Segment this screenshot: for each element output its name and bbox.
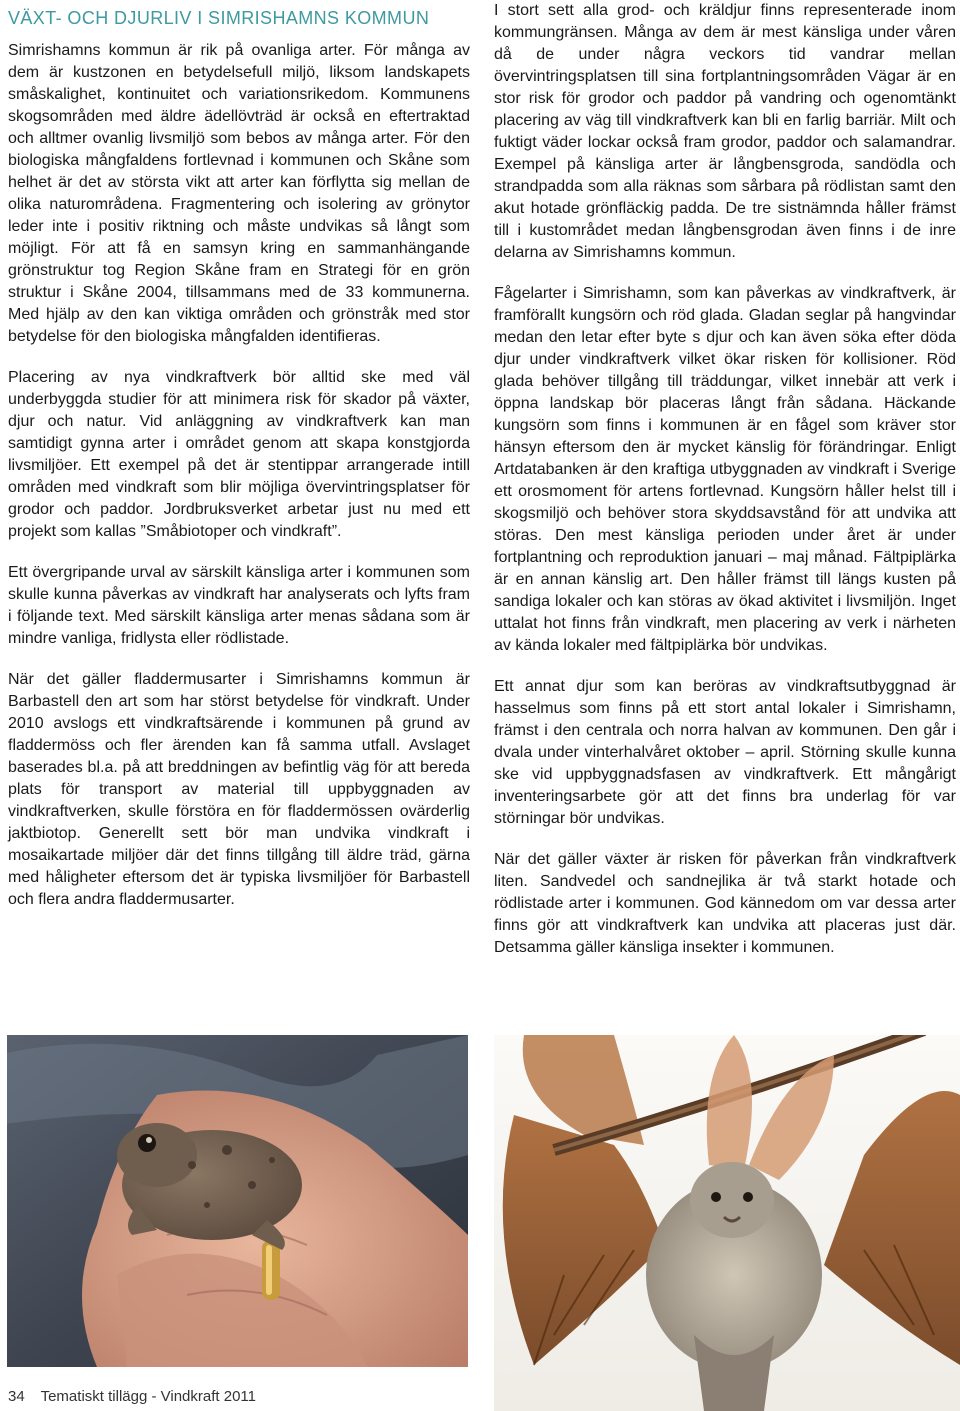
paragraph: Simrishamns kommun är rik på ovanliga arter. För många av dem är kustzonen en betydelsefull miljö, liksom landskapets småskalighet, kontinuitet och variationsrikedom. Kommunens skogsområden med äldre ädellövträd är också en eftertraktad och alltmer ovanlig livsmiljö som bebos av många arter. För den biologiska mångfaldens fortlevnad i kommunen och Skåne som helhet är det av största vikt att arter kan förflytta sig mellan de olika naturområdena. Fragmentering och isolering av grönytor leder inte i positiv riktning och måste undvikas så långt som möjligt. För att få en samsyn kring en sammanhängande grönstruktur tog Region Skåne fram en Strategi för en grön struktur i Skåne 2004, tillsammans med de 33 kommunerna. Med hjälp av den kan viktiga områden och grönstråk med stor betydelse för den biologiska mångfalden identifieras. [8,42,470,345]
paragraph: Placering av nya vindkraftverk bör alltid ske med väl underbyggda studier för att minimera risk för skador på växter, djur och natur. Vid anläggning av vindkraftverk kan man samtidigt gynna arter i området genom att skapa konstgjorda livsmiljöer. Ett exempel på det är stentippar arrangerade intill områden med vindkraft som blir möjliga övervintringsplatser för grodor och paddor. Jordbruksverket arbetar just nu med ett projekt som kallas ”Småbiotoper och vindkraft”. [8,369,470,540]
bat-photo [494,1035,960,1411]
page-number: 34 [8,1388,25,1405]
right-column [494,0,956,978]
page-heading: VÄXT- OCH DJURLIV I SIMRISHAMNS KOMMUN [8,8,430,28]
paragraph: När det gäller fladdermusarter i Simrishamns kommun är Barbastell den art som har störst betydelse för vindkraft. Under 2010 avslogs ett vindkraftsärende i kommunen på grund av fladdermöss och fler ärenden kan få samma utfall. Avslaget baserades bl.a. på att breddningen av befintlig väg för att bereda plats för transport av material till uppbyggnaden av vindkraftverken, skulle förstöra en för fladdermössen ovärderlig jaktbiotop. Generellt sett bör man undvika vindkraft i mosaikartade miljöer där det finns tillgång till äldre träd, gärna med håligheter eftersom det är typiska livsmiljöer för Barbastell och flera andra fladdermusarter. [8,671,470,908]
paragraph: I stort sett alla grod- och kräldjur finns representerade inom kommungränsen. Många av dem är mest känsliga under våren då de under några veckors tid vandrar mellan övervintringsplatsen till sina fortplantningsområden Vägar är en stor risk för grodor och paddor på vandring och ogenomtänkt placering av väg till vindkraftverk kan bli en farlig barriär. Milt och fuktigt väder lockar också fram grodor, paddor och salamandrar. Exempel på känsliga arter är långbensgroda, sandödla och strandpadda som alla räknas som sårbara på rödlistan samt den akut hotade grönfläckig padda. De tre sistnämnda håller främst till i kustområdet medan långbensgrodan även finns i de inre delarna av Simrishamns kommun. [494,2,956,261]
page-footer [8,1388,256,1405]
paragraph: När det gäller växter är risken för påverkan från vindkraftverk liten. Sandvedel och sandnejlika är två starkt hotade och rödlistade arter i kommunen. God kännedom om var dessa arter finns gör att vindkraftverk kan undvika att placeras just där. Detsamma gäller känsliga insekter i kommunen. [494,851,956,956]
paragraph: Ett annat djur som kan beröras av vindkraftsutbyggnad är hasselmus som finns på ett stort antal lokaler i Simrishamn, främst i den centrala och norra halvan av kommunen. Den går i dvala under vinterhalvåret oktober – april. Störning skulle kunna ske vid uppbyggnadsfasen av vindkraftverk. Ett mångårigt inventeringsarbete gör att det finns bra underlag för var störningar bör undvikas. [494,678,956,827]
publication-title: Tematiskt tillägg - Vindkraft 2011 [40,1388,256,1405]
paragraph: Ett övergripande urval av särskilt känsliga arter i kommunen som skulle kunna påverkas av vindkraft har analyserats och lyfts fram i följande text. Med särskilt känsliga arter menas sådana som är mindre vanliga, fridlysta eller rödlistade. [8,564,470,647]
paragraph: Fågelarter i Simrishamn, som kan påverkas av vindkraftverk, är framförallt kungsörn och röd glada. Gladan seglar på hangvindar medan den letar efter byte s djur och kan även söka efter döda djur under vindkraftverk vilket ökar risken för kollisioner. Röd glada behöver tillgång till träddungar, vilket innebär att verk i öppna landskap bör placeras långt från sådana. Häckande kungsörn som finns i kommunen är en fågel som kräver stor hänsyn eftersom den är mycket känslig för förändringar. Enligt Artdatabanken är den kraftiga utbyggnaden av vindkraft i Sverige ett orosmoment för artens fortlevnad. Kungsörn håller helst till i skogsmiljö och behöver stora skyddsavstånd för att undvika att störas. Den mest känsliga perioden under året är under fortplantning och reproduktion januari – maj månad. Fältpiplärka är en annan känslig art. Den håller främst till längs kusten på sandiga lokaler och kan störas av ökad aktivitet i livsmiljön. Inget uttalat hot finns från vindkraft, men placering av verk i närheten av kända lokaler med fältpiplärka bör undvikas. [494,285,956,654]
toad-photo [7,1035,468,1367]
left-column [8,40,470,930]
